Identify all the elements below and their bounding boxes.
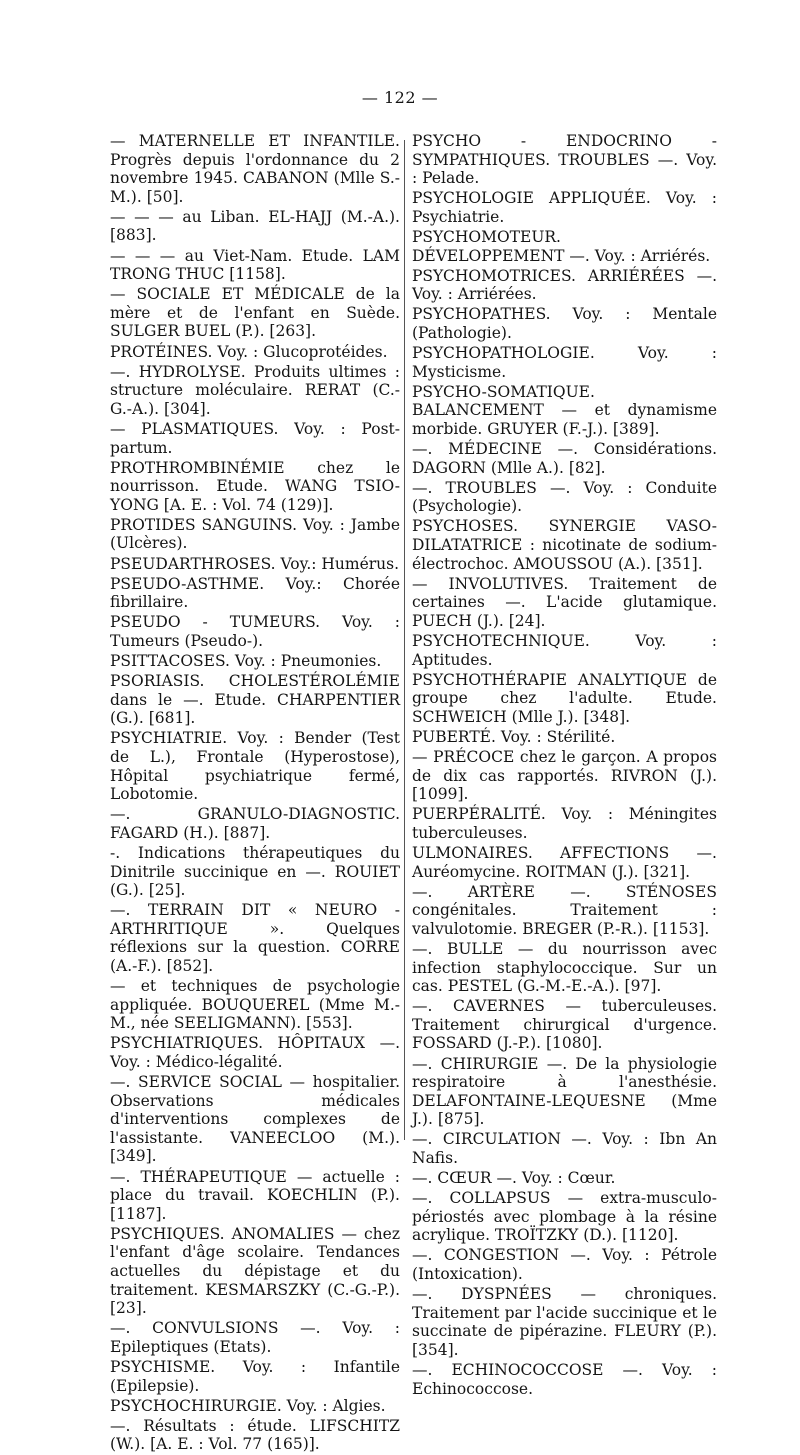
index-entry: — INVOLUTIVES. Traitement de certaines —. L'acide glutamique. PUECH (J.). [24]. [412,574,717,630]
page-number: — 122 — [361,88,439,107]
index-entry: PROTÉINES. Voy. : Glucoprotéides. [110,342,388,361]
index-entry: —. BULLE — du nourrisson avec infection staphylococcique. Sur un cas. PESTEL (G.-M.-E.-A.). [97]. [412,939,717,996]
index-entry: —. THÉRAPEUTIQUE — actuelle : place du travail. KOECHLIN (P.). [1187]. [110,1167,400,1223]
index-entry: PSORIASIS. CHOLESTÉROLÉMIE dans le —. Etude. CHARPENTIER (G.). [681]. [110,672,400,728]
index-entry: — PLASMATIQUES. Voy. : Post-partum. [110,419,400,457]
index-entry: PSYCHOTECHNIQUE. Voy. : Aptitudes. [412,631,717,669]
index-entry: —. CŒUR —. Voy. : Cœur. [412,1169,616,1188]
index-entry: —. CAVERNES — tuberculeuses. Traitement chirurgical d'urgence. FOSSARD (J.-P.). [1080]. [412,997,717,1053]
index-entry: PROTHROMBINÉMIE chez le nourrisson. Etude. WANG TSIO-YONG [A. E. : Vol. 74 (129)]. [110,458,400,514]
index-entry: —. MÉDECINE —. Considérations. DAGORN (Mlle A.). [82]. [412,440,717,477]
index-entry: —. ECHINOCOCCOSE —. Voy. : Echinococcose. [412,1361,717,1398]
index-entry: PUBERTÉ. Voy. : Stérilité. [412,727,616,746]
index-entry: — MATERNELLE ET INFANTILE. Progrès depuis l'ordonnance du 2 novembre 1945. CABANON (Mlle S.-M.). [50]. [110,132,400,206]
index-entry: —. COLLAPSUS — extra-musculo-périostés avec plombage à la résine acrylique. TROÏTZKY (D.). [1120]. [412,1189,717,1245]
index-entry: —. CONVULSIONS —. Voy. : Epileptiques (Etats). [110,1319,400,1356]
index-entry: —. SERVICE SOCIAL — hospitalier. Observations médicales d'interventions complexes de l'assistante. VANEECLOO (M.). [349]. [110,1073,400,1166]
index-entry: — PRÉCOCE chez le garçon. A propos de dix cas rapportés. RIVRON (J.). [1099]. [412,748,717,804]
index-entry: —. CHIRURGIE —. De la physiologie respiratoire à l'anesthésie. DELAFONTAINE-LEQUESNE (Mme J.). [875]. [412,1054,717,1129]
right-column [412,132,717,1400]
index-entry: —. TROUBLES —. Voy. : Conduite (Psychologie). [412,478,717,516]
index-entry: PSYCHIQUES. ANOMALIES — chez l'enfant d'âge scolaire. Tendances actuelles du dépistage et du traitement. KESMARSZKY (C.-G.-P.). [23]. [110,1224,400,1318]
index-entry: PSYCHOTHÉRAPIE ANALYTIQUE de groupe chez l'adulte. Etude. SCHWEICH (Mlle J.). [348]. [412,670,717,726]
index-entry: PSYCHO-SOMATIQUE. BALANCEMENT — et dynamisme morbide. GRUYER (F.-J.). [389]. [412,382,717,438]
index-entry: PSEUDO - TUMEURS. Voy. : Tumeurs (Pseudo-). [110,613,400,650]
index-entry: — — — au Viet-Nam. Etude. LAM TRONG THUC [1158]. [110,246,400,284]
index-entry: PSYCHOSES. SYNERGIE VASO-DILATATRICE : nicotinate de sodium-électrochoc. AMOUSSOU (A.). [351]. [412,517,717,573]
index-entry: —. HYDROLYSE. Produits ultimes : structure moléculaire. RERAT (C.-G.-A.). [304]. [110,362,400,418]
index-entry: PSYCHIATRIE. Voy. : Bender (Test de L.), Frontale (Hyperostose), Hôpital psychiatrique fermé, Lobotomie. [110,729,400,804]
index-entry: PSYCHIATRIQUES. HÔPITAUX —. Voy. : Médico-légalité. [110,1034,400,1071]
index-entry: -. Indications thérapeutiques du Dinitrile succinique en —. ROUIET (G.). [25]. [110,843,400,900]
index-entry: PSYCHOMOTRICES. ARRIÉRÉES —. Voy. : Arriérées. [412,266,717,304]
index-entry: PSYCHISME. Voy. : Infantile (Epilepsie). [110,1358,400,1395]
index-entry: PSYCHOPATHOLOGIE. Voy. : Mysticisme. [412,344,717,381]
index-entry: PSYCHOMOTEUR. DÉVELOPPEMENT —. Voy. : Arriérés. [412,227,711,265]
index-entry: ULMONAIRES. AFFECTIONS —. Auréomycine. ROITMAN (J.). [321]. [412,843,717,881]
index-entry: PSEUDARTHROSES. Voy.: Humérus. [110,554,400,573]
index-entry: —. GRANULO-DIAGNOSTIC. FAGARD (H.). [887]. [110,805,400,842]
index-entry: PSEUDO-ASTHME. Voy.: Chorée fibrillaire. [110,574,400,612]
column-divider [404,140,405,1140]
index-entry: PUERPÉRALITÉ. Voy. : Méningites tuberculeuses. [412,805,717,842]
index-entry: PSYCHOCHIRURGIE. Voy. : Algies. [110,1396,386,1415]
index-entry: PSITTACOSES. Voy. : Pneumonies. [110,652,382,671]
left-column [110,132,400,1455]
index-entry: —. DYSPNÉES — chroniques. Traitement par l'acide succinique et le succinate de pipérazine. FLEURY (P.). [354]. [412,1285,717,1359]
index-entry: — et techniques de psychologie appliquée. BOUQUEREL (Mme M.-M., née SEELIGMANN). [553]. [110,977,400,1033]
index-entry: —. TERRAIN DIT « NEURO - ARTHRITIQUE ». Quelques réflexions sur la question. CORRE (A.-F.). [852]. [110,901,400,976]
index-entry: PSYCHOLOGIE APPLIQUÉE. Voy. : Psychiatrie. [412,189,717,226]
index-entry: — — — au Liban. EL-HAJJ (M.-A.). [883]. [110,207,400,245]
index-entry: — SOCIALE ET MÉDICALE de la mère et de l'enfant en Suède. SULGER BUEL (P.). [263]. [110,285,400,341]
index-entry: —. Résultats : étude. LIFSCHITZ (W.). [A. E. : Vol. 77 (165)]. [110,1416,400,1454]
index-entry: PROTIDES SANGUINS. Voy. : Jambe (Ulcères). [110,515,400,553]
index-entry: PSYCHO - ENDOCRINO - SYMPATHIQUES. TROUBLES —. Voy. : Pelade. [412,132,717,188]
index-entry: —. CIRCULATION —. Voy. : Ibn An Nafis. [412,1130,717,1167]
index-entry: —. CONGESTION —. Voy. : Pétrole (Intoxication). [412,1246,717,1284]
index-entry: —. ARTÈRE —. STÉNOSES congénitales. Traitement : valvulotomie. BREGER (P.-R.). [1153]. [412,882,717,938]
index-entry: PSYCHOPATHES. Voy. : Mentale (Pathologie). [412,305,717,342]
